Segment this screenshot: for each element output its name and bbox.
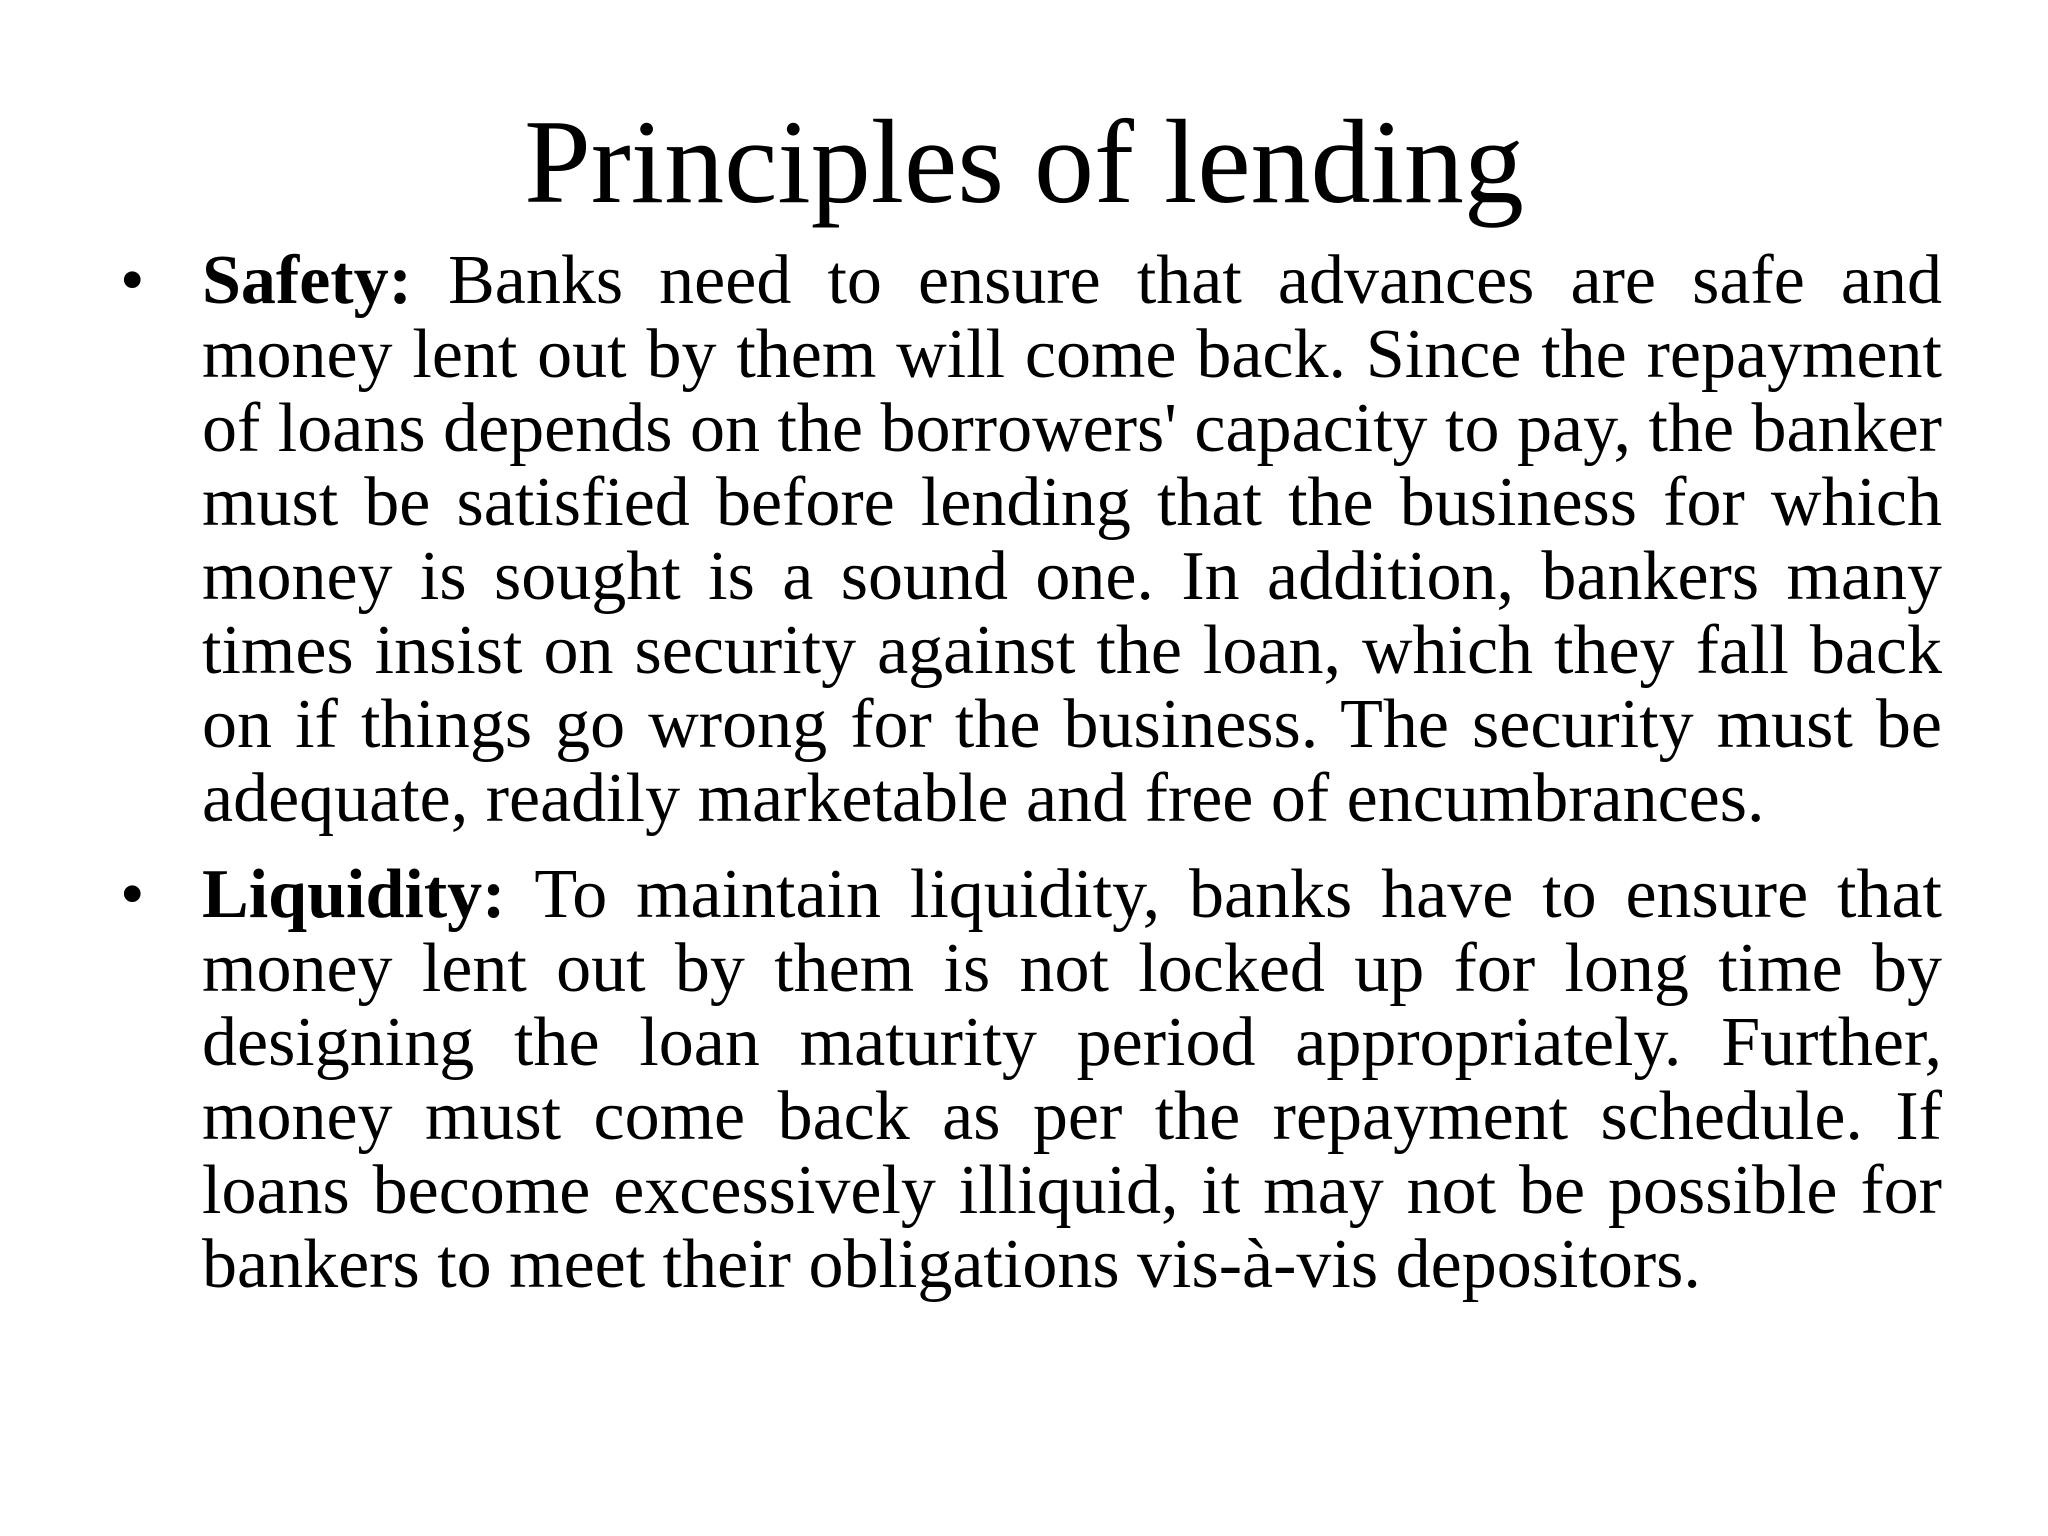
bullet-marker: • xyxy=(120,242,145,319)
bullet-term: Safety: xyxy=(202,242,449,319)
bullet-text: Banks need to ensure that advances are safe and money lent out by them will come back. Since the repayment of loans depends on the borrowers' capacity to pay, the banker must be satisfied before lending that the business for which money is sought is a sound one. In addition, bankers many times insist on security against the loan, which they fall back on if things go wrong for the business. The security must be adequate, readily marketable and free of encumbrances. xyxy=(202,242,1942,837)
bullet-text: To maintain liquidity, banks have to ensure that money lent out by them is not locked up for long time by designing the loan maturity period appropriately. Further, money must come back as per the repayment schedule. If loans become excessively illiquid, it may not be possible for bankers to meet their obligations vis-à-vis depositors. xyxy=(202,856,1942,1303)
bullet-item-liquidity xyxy=(120,856,1942,1303)
bullet-term: Liquidity: xyxy=(202,856,535,933)
slide-title: Principles of lending xyxy=(524,95,1524,228)
bullet-list xyxy=(0,244,2048,1302)
bullet-item-safety xyxy=(120,242,1942,837)
bullet-marker: • xyxy=(120,856,145,933)
